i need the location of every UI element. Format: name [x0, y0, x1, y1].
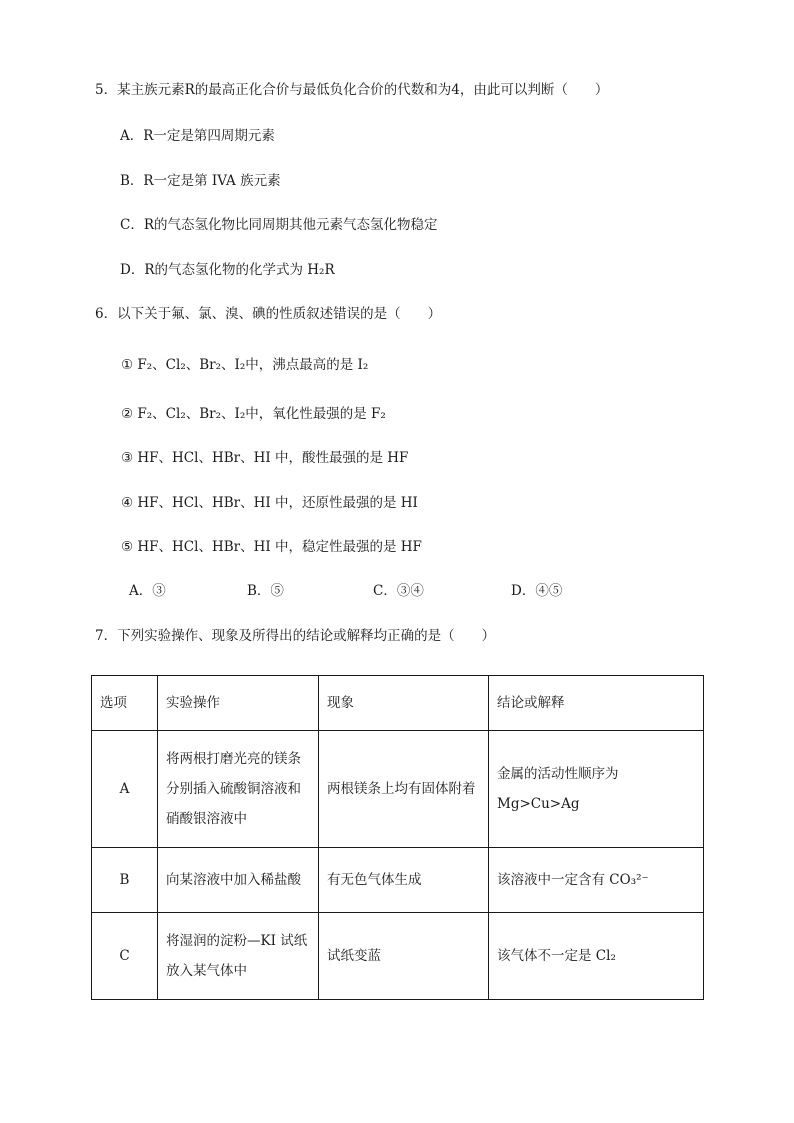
q6-choice-c: C．③④ — [373, 583, 424, 599]
row-c-phenomenon: 试纸变蓝 — [319, 913, 489, 1000]
experiment-table — [91, 675, 704, 1000]
row-c-operation-line-1: 将湿润的淀粉—KI 试纸 — [166, 933, 308, 949]
row-b-phenomenon: 有无色气体生成 — [319, 848, 489, 913]
header-conclusion: 结论或解释 — [489, 676, 704, 731]
q5-stem: 5．某主族元素R的最高正化合价与最低负化合价的代数和为4，由此可以判断（ ） — [95, 82, 609, 98]
q6-statement-2: ② F₂、Cl₂、Br₂、I₂中，氧化性最强的是 F₂ — [121, 406, 386, 422]
row-b-operation-line-1: 向某溶液中加入稀盐酸 — [166, 872, 301, 888]
q6-choice-b: B．⑤ — [247, 583, 284, 599]
row-a-conclusion: 金属的活动性顺序为 Mg>Cu>Ag — [489, 731, 704, 848]
row-c-option: C — [92, 913, 158, 1000]
table-header-row — [92, 676, 704, 731]
q6-statement-4: ④ HF、HCl、HBr、HI 中，还原性最强的是 HI — [121, 495, 418, 511]
q6-statement-5: ⑤ HF、HCl、HBr、HI 中，稳定性最强的是 HF — [121, 539, 422, 555]
q5-option-c: C．R的气态氢化物比同周期其他元素气态氢化物稳定 — [120, 217, 438, 233]
header-operation: 实验操作 — [158, 676, 319, 731]
row-a-phenomenon: 两根镁条上均有固体附着 — [319, 731, 489, 848]
row-c-conclusion: 该气体不一定是 Cl₂ — [489, 913, 704, 1000]
row-a-option: A — [92, 731, 158, 848]
q6-statement-3: ③ HF、HCl、HBr、HI 中，酸性最强的是 HF — [121, 450, 409, 466]
row-a-operation — [158, 731, 319, 848]
q6-choices — [129, 581, 562, 601]
row-a-operation-line-2: 分别插入硫酸铜溶液和 — [166, 781, 301, 797]
row-c-operation-line-2: 放入某气体中 — [166, 963, 247, 979]
q6-statement-1: ① F₂、Cl₂、Br₂、I₂中，沸点最高的是 I₂ — [121, 357, 369, 373]
row-b-operation — [158, 848, 319, 913]
header-phenomenon: 现象 — [319, 676, 489, 731]
q5-option-d: D．R的气态氢化物的化学式为 H₂R — [120, 262, 335, 278]
q6-choice-a: A．③ — [129, 583, 166, 599]
table-row — [92, 913, 704, 1000]
q6-choice-d: D．④⑤ — [511, 583, 563, 599]
table-row — [92, 848, 704, 913]
table-row — [92, 731, 704, 848]
q5-option-b: B．R一定是第 IVA 族元素 — [120, 173, 281, 189]
row-b-option: B — [92, 848, 158, 913]
q6-stem: 6．以下关于氟、氯、溴、碘的性质叙述错误的是（ ） — [95, 306, 442, 322]
row-a-operation-line-1: 将两根打磨光亮的镁条 — [166, 751, 301, 767]
header-option: 选项 — [92, 676, 158, 731]
row-b-conclusion: 该溶液中一定含有 CO₃²⁻ — [489, 848, 704, 913]
q5-option-a: A．R一定是第四周期元素 — [120, 128, 275, 144]
q7-stem: 7．下列实验操作、现象及所得出的结论或解释均正确的是（ ） — [95, 628, 496, 644]
row-c-operation — [158, 913, 319, 1000]
row-a-operation-line-3: 硝酸银溶液中 — [166, 811, 247, 827]
